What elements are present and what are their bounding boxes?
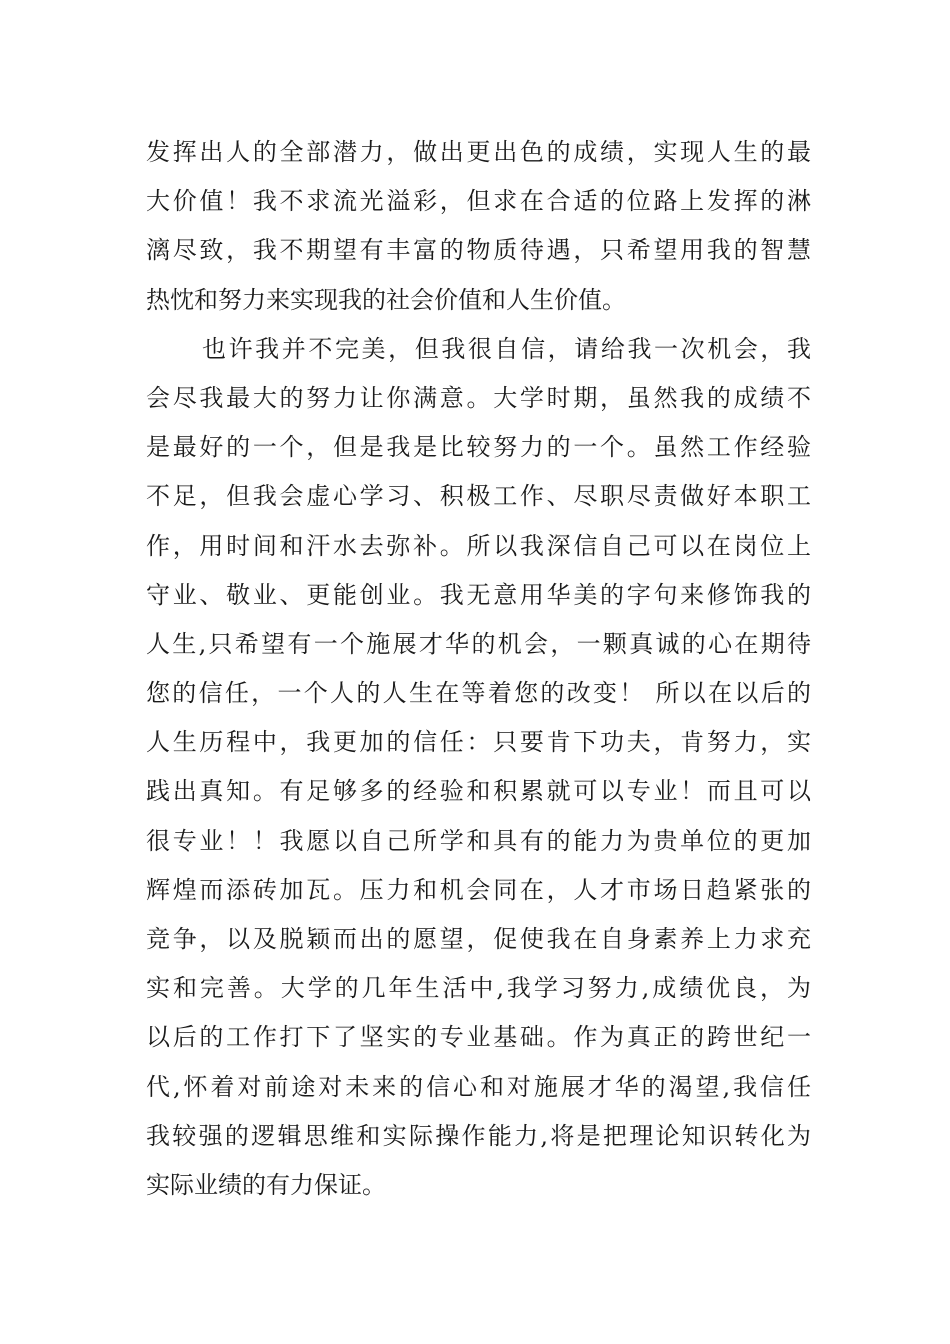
text-line: 是最好的一个，但是我是比较努力的一个。虽然工作经验 (146, 433, 811, 462)
text-line: 会尽我最大的努力让你满意。大学时期，虽然我的成绩不 (146, 383, 811, 412)
text-line: 践出真知。有足够多的经验和积累就可以专业！而且可以 (146, 777, 811, 806)
text-line: 大价值！我不求流光溢彩，但求在合适的位路上发挥的淋 (146, 187, 811, 216)
text-line: 热忱和努力来实现我的社会价值和人生价值。 (146, 285, 626, 314)
text-line: 辉煌而添砖加瓦。压力和机会同在，人才市场日趋紧张的 (146, 875, 811, 904)
text-line: 很专业！！我愿以自己所学和具有的能力为贵单位的更加 (146, 826, 811, 855)
text-line: 发挥出人的全部潜力，做出更出色的成绩，实现人生的最 (146, 138, 811, 166)
body-text (146, 128, 811, 1210)
text-line: 人生,只希望有一个施展才华的机会，一颗真诚的心在期待 (146, 629, 811, 658)
text-line: 您的信任，一个人的人生在等着您的改变！ 所以在以后的 (146, 679, 811, 708)
text-line: 人生历程中，我更加的信任：只要肯下功夫，肯努力，实 (146, 728, 811, 757)
paragraph (146, 325, 811, 1210)
paragraph (146, 128, 811, 325)
text-line: 实际业绩的有力保证。 (146, 1170, 386, 1199)
text-line: 实和完善。大学的几年生活中,我学习努力,成绩优良，为 (146, 974, 811, 1003)
text-line: 竞争，以及脱颖而出的愿望，促使我在自身素养上力求充 (146, 925, 811, 953)
text-line: 我较强的逻辑思维和实际操作能力,将是把理论知识转化为 (146, 1121, 811, 1150)
text-line: 作，用时间和汗水去弥补。所以我深信自己可以在岗位上 (146, 531, 811, 560)
text-line: 也许我并不完美，但我很自信，请给我一次机会，我 (202, 334, 811, 363)
text-line: 漓尽致，我不期望有丰富的物质待遇，只希望用我的智慧 (146, 236, 811, 265)
text-line: 代,怀着对前途对未来的信心和对施展才华的渴望,我信任 (146, 1072, 811, 1101)
text-line: 守业、敬业、更能创业。我无意用华美的字句来修饰我的 (146, 580, 811, 609)
text-line: 不足，但我会虚心学习、积极工作、尽职尽责做好本职工 (146, 482, 811, 511)
text-line: 以后的工作打下了坚实的专业基础。作为真正的跨世纪一 (146, 1023, 811, 1052)
